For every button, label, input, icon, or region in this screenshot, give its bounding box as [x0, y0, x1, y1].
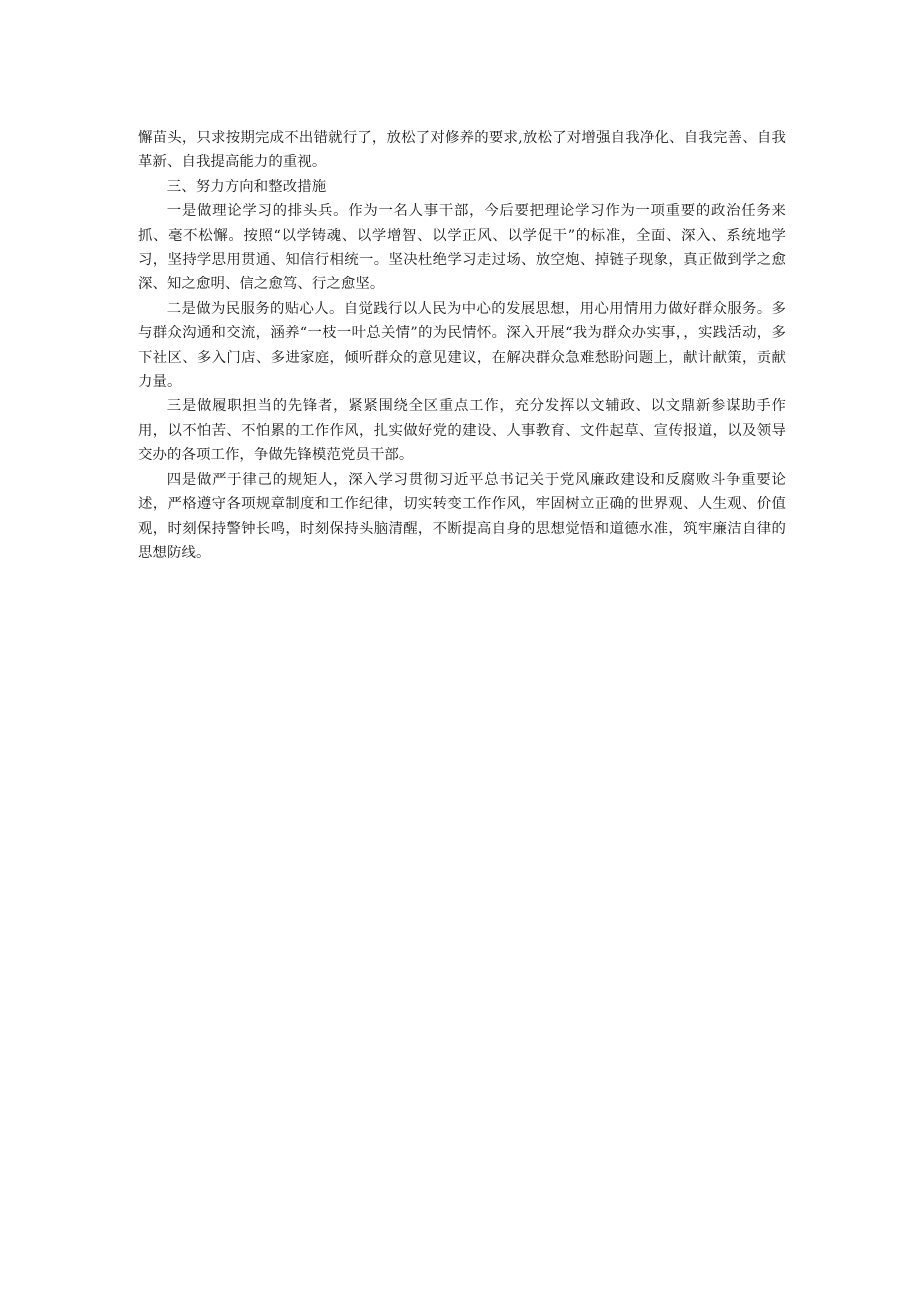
paragraph-continuation: 懈苗头，只求按期完成不出错就行了，放松了对修养的要求,放松了对增强自我净化、自我完善、自我革新、自我提高能力的重视。	[138, 130, 786, 171]
section-heading-improvement-measures: 三、努力方向和整改措施	[166, 178, 327, 195]
document-page	[138, 126, 786, 565]
paragraph-theory-study: 一是做理论学习的排头兵。作为一名人事干部，今后要把理论学习作为一项重要的政治任务来抓、毫不松懈。按照“以学铸魂、以学增智、以学正风、以学促干”的标准，全面、深入、系统地学习，坚持学思用贯通、知信行相统一。坚决杜绝学习走过场、放空炮、掉链子现象，真正做到学之愈深、知之愈明、信之愈笃、行之愈坚。	[138, 203, 786, 293]
paragraph-pioneer-duty: 三是做履职担当的先锋者，紧紧围绕全区重点工作，充分发挥以文辅政、以文鼎新参谋助手作用，以不怕苦、不怕累的工作作风，扎实做好党的建设、人事教育、文件起草、宣传报道，以及领导交办的各项工作，争做先锋模范党员干部。	[138, 398, 786, 464]
paragraph-serve-people: 二是做为民服务的贴心人。自觉践行以人民为中心的发展思想，用心用情用力做好群众服务。多与群众沟通和交流，涵养“一枝一叶总关情”的为民情怀。深入开展“我为群众办实事，，实践活动，多下社区、多入门店、多进家庭，倾听群众的意见建议，在解决群众急难愁盼问题上，献计献策，贡献力量。	[138, 300, 786, 391]
paragraph-self-discipline: 四是做严于律己的规矩人，深入学习贯彻习近平总书记关于党风廉政建设和反腐败斗争重要论述，严格遵守各项规章制度和工作纪律，切实转变工作作风，牢固树立正确的世界观、人生观、价值观，时刻保持警钟长鸣，时刻保持头脑清醒，不断提高自身的思想觉悟和道德水准，筑牢廉洁自律的思想防线。	[138, 471, 786, 561]
